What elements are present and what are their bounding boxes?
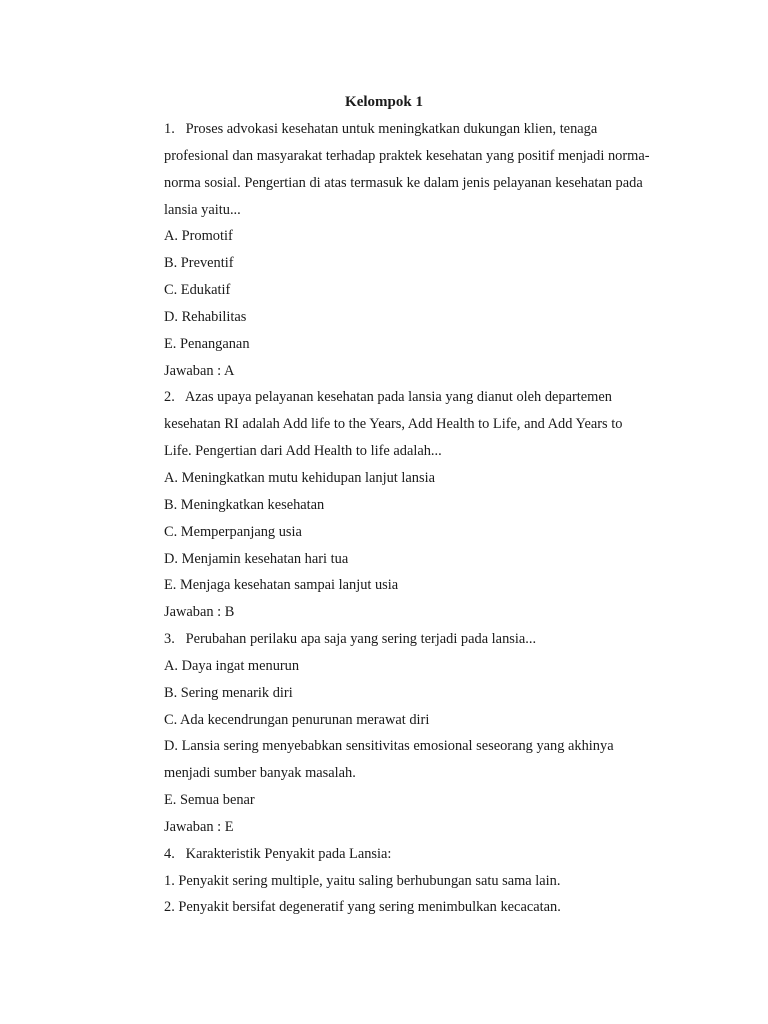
list-item: 1. Penyakit sering multiple, yaitu saling berhubungan satu sama lain. [164,872,561,889]
answer-option: E. Semua benar [164,792,255,809]
answer-option: B. Preventif [164,255,234,272]
answer-key: Jawaban : A [164,362,235,379]
question-1 [164,116,684,384]
answer-option: C. Edukatif [164,282,231,299]
question-stem-line: 3. Perubahan perilaku apa saja yang sering terjadi pada lansia... [164,626,684,653]
answer-option: A. Daya ingat menurun [164,657,300,674]
answer-option: A. Meningkatkan mutu kehidupan lanjut lansia [164,469,435,486]
answer-option: A. Promotif [164,228,233,245]
question-number: 3. [164,631,175,648]
document-body [164,116,684,921]
answer-option: D. Menjamin kesehatan hari tua [164,550,349,567]
answer-key: Jawaban : B [164,604,235,621]
answer-option: menjadi sumber banyak masalah. [164,765,356,782]
question-number: 1. [164,121,175,137]
question-stem-line: norma sosial. Pengertian di atas termasuk ke dalam jenis pelayanan kesehatan pada [164,174,643,191]
question-stem-line: 4. Karakteristik Penyakit pada Lansia: [164,841,684,868]
answer-option: D. Lansia sering menyebabkan sensitivitas emosional seseorang yang akhinya [164,738,614,755]
question-number: 4. [164,845,175,862]
answer-key: Jawaban : E [164,818,234,835]
question-stem-line: lansia yaitu... [164,201,241,218]
answer-option: E. Penanganan [164,335,250,352]
question-stem-line: profesional dan masyarakat terhadap praktek kesehatan yang positif menjadi norma- [164,147,650,164]
list-item: 2. Penyakit bersifat degeneratif yang sering menimbulkan kecacatan. [164,899,561,916]
answer-option: C. Memperpanjang usia [164,523,302,540]
question-2 [164,384,684,626]
question-stem-line: 1. Proses advokasi kesehatan untuk meningkatkan dukungan klien, tenaga [164,116,684,143]
question-stem-line: 2. Azas upaya pelayanan kesehatan pada lansia yang dianut oleh departemen [164,384,684,411]
answer-option: B. Meningkatkan kesehatan [164,496,325,513]
question-stem-line: Life. Pengertian dari Add Health to life adalah... [164,443,442,460]
answer-option: E. Menjaga kesehatan sampai lanjut usia [164,577,399,594]
document-title: Kelompok 1 [345,94,423,110]
question-3 [164,626,684,841]
question-stem-line: kesehatan RI adalah Add life to the Years, Add Health to Life, and Add Years to [164,416,623,433]
question-number: 2. [164,389,175,406]
answer-option: D. Rehabilitas [164,308,247,325]
answer-option: B. Sering menarik diri [164,684,293,701]
answer-option: C. Ada kecendrungan penurunan merawat diri [164,711,430,728]
question-4 [164,841,684,922]
